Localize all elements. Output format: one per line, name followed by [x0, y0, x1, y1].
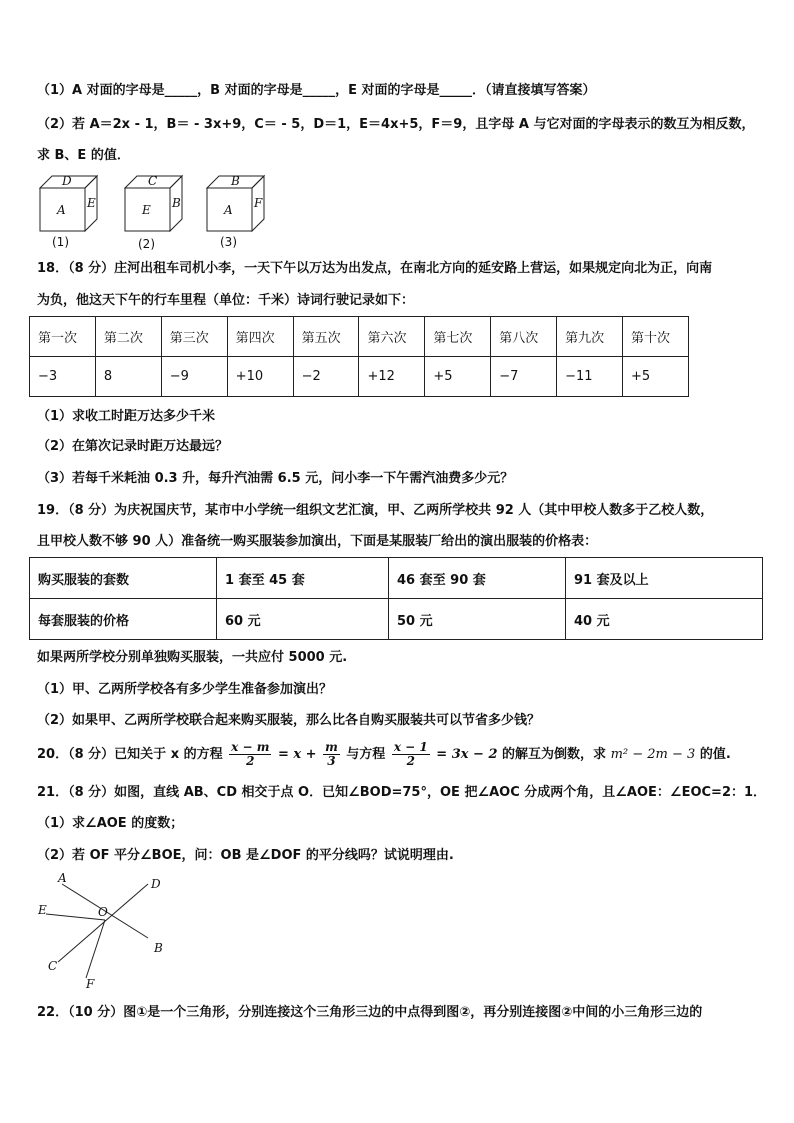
- cube-3-top: B: [231, 174, 240, 188]
- q17-part1: （1）A 对面的字母是_____，B 对面的字母是_____，E 对面的字母是_____．（请直接填写答案）: [37, 83, 596, 98]
- q17-part2-line1: （2）若 A＝2x - 1，B＝ - 3x+9，C＝ - 5，D＝1，E＝4x+5，F＝9，且字母 A 与它对面的字母表示的数互为相反数，: [37, 117, 755, 132]
- table-cell: +12: [359, 357, 425, 397]
- q18-line1: 18．（8 分）庄河出租车司机小李，一天下午以万达为出发点，在南北方向的延安路上营运，如果规定向北为正，向南: [37, 261, 713, 276]
- fraction-numerator: m: [325, 740, 338, 754]
- mileage-table: [29, 316, 689, 397]
- cube-2-top: C: [148, 174, 158, 188]
- table-cell: −3: [30, 357, 96, 397]
- cube-2-front: E: [142, 203, 151, 217]
- q22-line1: 22．（10 分）图①是一个三角形，分别连接这个三角形三边的中点得到图②，再分别连接图②中间的小三角形三边的: [37, 1005, 703, 1020]
- table-cell: 46 套至 90 套: [389, 558, 566, 599]
- table-cell: −9: [161, 357, 227, 397]
- q20-fraction-1: [229, 741, 271, 768]
- fraction-numerator: x − m: [231, 740, 270, 754]
- q19-line1: 19．（8 分）为庆祝国庆节，某市中小学统一组织文艺汇演，甲、乙两所学校共 92 人（其中甲校人数多于乙校人数，: [37, 503, 714, 518]
- table-cell: +5: [623, 357, 689, 397]
- q20-mid3: = 3x − 2: [436, 747, 498, 762]
- cube-figures: [30, 168, 290, 254]
- angle-figure: [30, 870, 180, 992]
- q19-line2: 且甲校人数不够 90 人）准备统一购买服装参加演出，下面是某服装厂给出的演出服装的价格表：: [37, 534, 598, 549]
- q21-sub2: （2）若 OF 平分∠BOE，问：OB 是∠DOF 的平分线吗？试说明理由.: [37, 848, 454, 863]
- table-cell: +5: [425, 357, 491, 397]
- cube-3-front: A: [224, 203, 233, 217]
- ray-OF: [86, 920, 105, 978]
- q17-part2-line2: 求 B、E 的值．: [37, 148, 130, 163]
- table-header-cell: 第十次: [623, 317, 689, 357]
- label-B: B: [154, 941, 163, 955]
- label-D: D: [151, 877, 161, 891]
- table-cell: 1 套至 45 套: [217, 558, 389, 599]
- q20-suffix1: 的解互为倒数，求: [502, 747, 607, 762]
- table-header-cell: 第三次: [161, 317, 227, 357]
- price-table: [29, 557, 763, 640]
- q20-mid2: 与方程: [346, 747, 386, 762]
- table-row: [30, 357, 689, 397]
- fraction-numerator: x − 1: [393, 740, 428, 754]
- q20-expression: m² − 2m − 3: [610, 747, 696, 762]
- q20-fraction-2: [323, 741, 340, 768]
- q18-sub3: （3）若每千米耗油 0.3 升，每升汽油需 6.5 元，问小李一下午需汽油费多少元？: [37, 471, 514, 486]
- q20-fraction-3: [392, 741, 430, 768]
- table-header-cell: 第四次: [227, 317, 293, 357]
- q19-line3: 如果两所学校分别单独购买服装，一共应付 5000 元.: [37, 650, 348, 665]
- table-header-cell: 第七次: [425, 317, 491, 357]
- table-cell: 每套服装的价格: [30, 599, 217, 640]
- q19-sub2: （2）如果甲、乙两所学校联合起来购买服装，那么比各自购买服装共可以节省多少钱？: [37, 713, 541, 728]
- label-C: C: [48, 959, 58, 973]
- table-cell: 60 元: [217, 599, 389, 640]
- cube-3-side: F: [254, 196, 263, 210]
- label-A: A: [58, 871, 67, 885]
- fraction-denominator: 2: [246, 754, 255, 768]
- table-row: [30, 317, 689, 357]
- fraction-denominator: 3: [327, 754, 336, 768]
- table-cell: 91 套及以上: [566, 558, 763, 599]
- q20-prefix: 20．（8 分）已知关于 x 的方程: [37, 747, 223, 762]
- q20-mid1: = x +: [277, 747, 317, 762]
- cube-2-side: B: [172, 196, 181, 210]
- cube-3-caption: (3): [220, 235, 237, 249]
- cube-1-front: A: [57, 203, 66, 217]
- table-cell: 购买服装的套数: [30, 558, 217, 599]
- cube-1-side: E: [87, 196, 96, 210]
- cube-1-caption: (1): [52, 235, 69, 249]
- table-cell: −7: [491, 357, 557, 397]
- q19-sub1: （1）甲、乙两所学校各有多少学生准备参加演出？: [37, 682, 333, 697]
- q18-line2: 为负，他这天下午的行车里程（单位：千米）诗词行驶记录如下：: [37, 293, 415, 308]
- table-cell: +10: [227, 357, 293, 397]
- cube-1-top: D: [62, 174, 72, 188]
- table-cell: −11: [557, 357, 623, 397]
- label-E: E: [38, 903, 47, 917]
- ray-OE: [46, 914, 105, 920]
- q18-sub2: （2）在第次记录时距万达最远？: [37, 439, 229, 454]
- label-O: O: [98, 905, 108, 919]
- q18-sub1: （1）求收工时距万达多少千米: [37, 409, 216, 424]
- table-header-cell: 第八次: [491, 317, 557, 357]
- table-header-cell: 第六次: [359, 317, 425, 357]
- table-header-cell: 第一次: [30, 317, 96, 357]
- table-cell: 8: [95, 357, 161, 397]
- table-row: [30, 558, 763, 599]
- table-header-cell: 第二次: [95, 317, 161, 357]
- table-cell: 40 元: [566, 599, 763, 640]
- line-CD: [58, 884, 148, 962]
- cube-2-caption: (2): [138, 237, 155, 251]
- table-cell: 50 元: [389, 599, 566, 640]
- q21-line1: 21．（8 分）如图，直线 AB、CD 相交于点 O．已知∠BOD=75°，OE 把∠AOC 分成两个角，且∠AOE：∠EOC=2：1．: [37, 785, 767, 800]
- q20-line: [37, 738, 731, 772]
- label-F: F: [86, 977, 95, 991]
- table-header-cell: 第五次: [293, 317, 359, 357]
- q20-suffix2: 的值.: [699, 747, 731, 762]
- table-cell: −2: [293, 357, 359, 397]
- fraction-denominator: 2: [406, 754, 415, 768]
- table-row: [30, 599, 763, 640]
- q21-sub1: （1）求∠AOE 的度数；: [37, 816, 184, 831]
- table-header-cell: 第九次: [557, 317, 623, 357]
